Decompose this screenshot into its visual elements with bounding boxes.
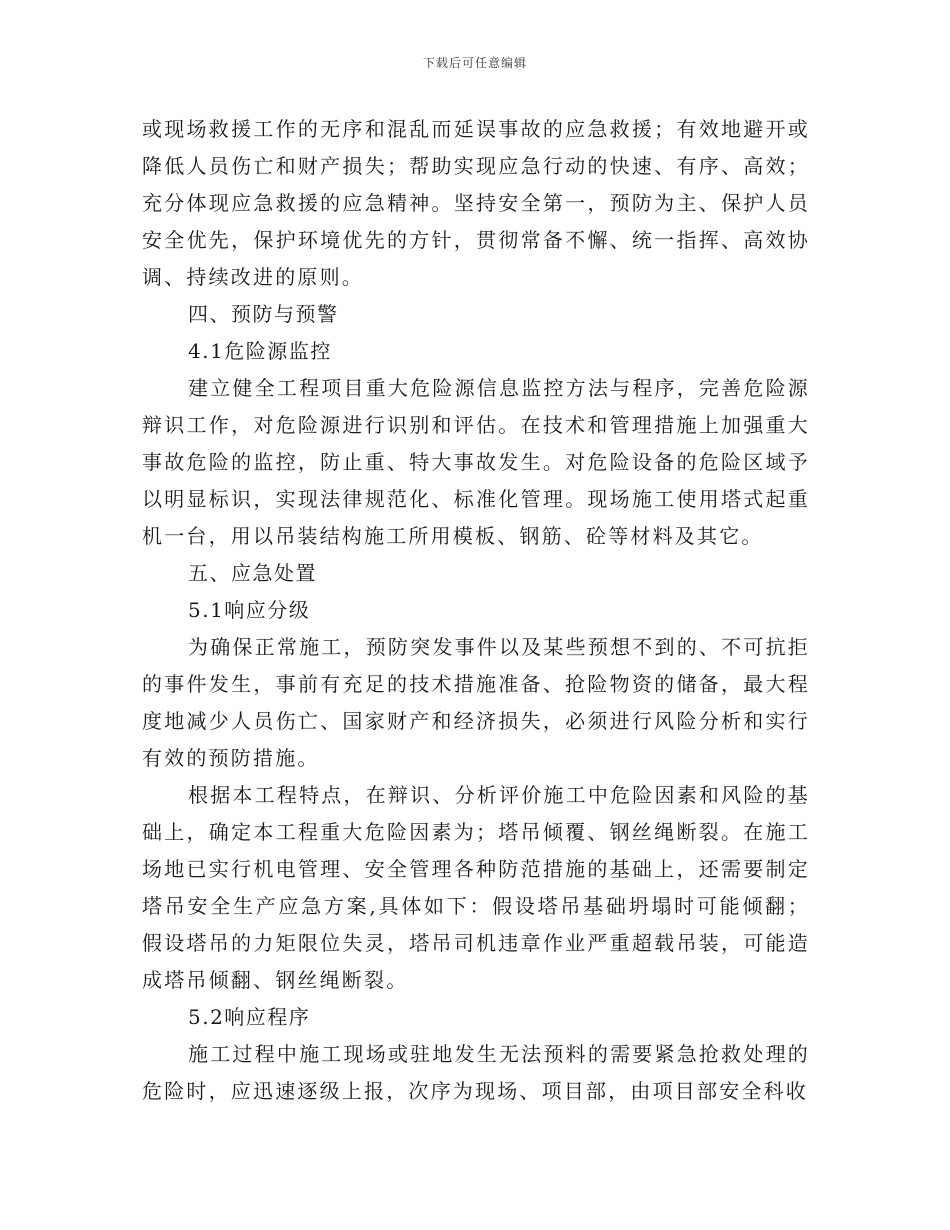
- paragraph-hazard-monitoring: 建立健全工程项目重大危险源信息监控方法与程序，完善危险源辩识工作，对危险源进行识别和评估。在技术和管理措施上加强重大事故危险的监控，防止重、特大事故发生。对危险设备的危险区域予以明显标识，实现法律规范化、标准化管理。现场施工使用塔式起重机一台，用以吊装结构施工所用模板、钢筋、砼等材料及其它。: [142, 376, 810, 548]
- paragraph-major-hazards: 根据本工程特点，在辩识、分析评价施工中危险因素和风险的基础上，确定本工程重大危险因素为；塔吊倾覆、钢丝绳断裂。在施工场地已实行机电管理、安全管理各种防范措施的基础上，还需要制定塔吊安全生产应急方案,具体如下：假设塔吊基础坍塌时可能倾翻；假设塔吊的力矩限位失灵，塔吊司机违章作业严重超载吊装，可能造成塔吊倾翻、钢丝绳断裂。: [142, 783, 810, 992]
- section-heading-emergency-response: 五、应急处置: [188, 561, 317, 585]
- subsection-heading-hazard-monitoring: 4.1危险源监控: [188, 339, 332, 363]
- paragraph-response-procedure: 施工过程中施工现场或驻地发生无法预料的需要紧急抢救处理的危险时，应迅速逐级上报，次序为现场、项目部，由项目部安全科收: [142, 1042, 810, 1103]
- section-heading-prevention: 四、预防与预警: [188, 302, 339, 326]
- document-body: [142, 111, 810, 1110]
- paragraph-response-levels: 为确保正常施工，预防突发事件以及某些预想不到的、不可抗拒的事件发生，事前有充足的技术措施准备、抢险物资的储备，最大程度地减少人员伤亡、国家财产和经济损失，必须进行风险分析和实行有效的预防措施。: [142, 635, 810, 770]
- paragraph-intro: 或现场救援工作的无序和混乱而延误事故的应急救援；有效地避开或降低人员伤亡和财产损失；帮助实现应急行动的快速、有序、高效；充分体现应急救援的应急精神。坚持安全第一，预防为主、保护人员安全优先，保护环境优先的方针，贯彻常备不懈、统一指挥、高效协调、持续改进的原则。: [142, 117, 810, 289]
- page-header: 下载后可任意编辑: [422, 56, 527, 70]
- subsection-heading-response-levels: 5.1响应分级: [188, 598, 311, 622]
- subsection-heading-response-procedure: 5.2响应程序: [188, 1005, 311, 1029]
